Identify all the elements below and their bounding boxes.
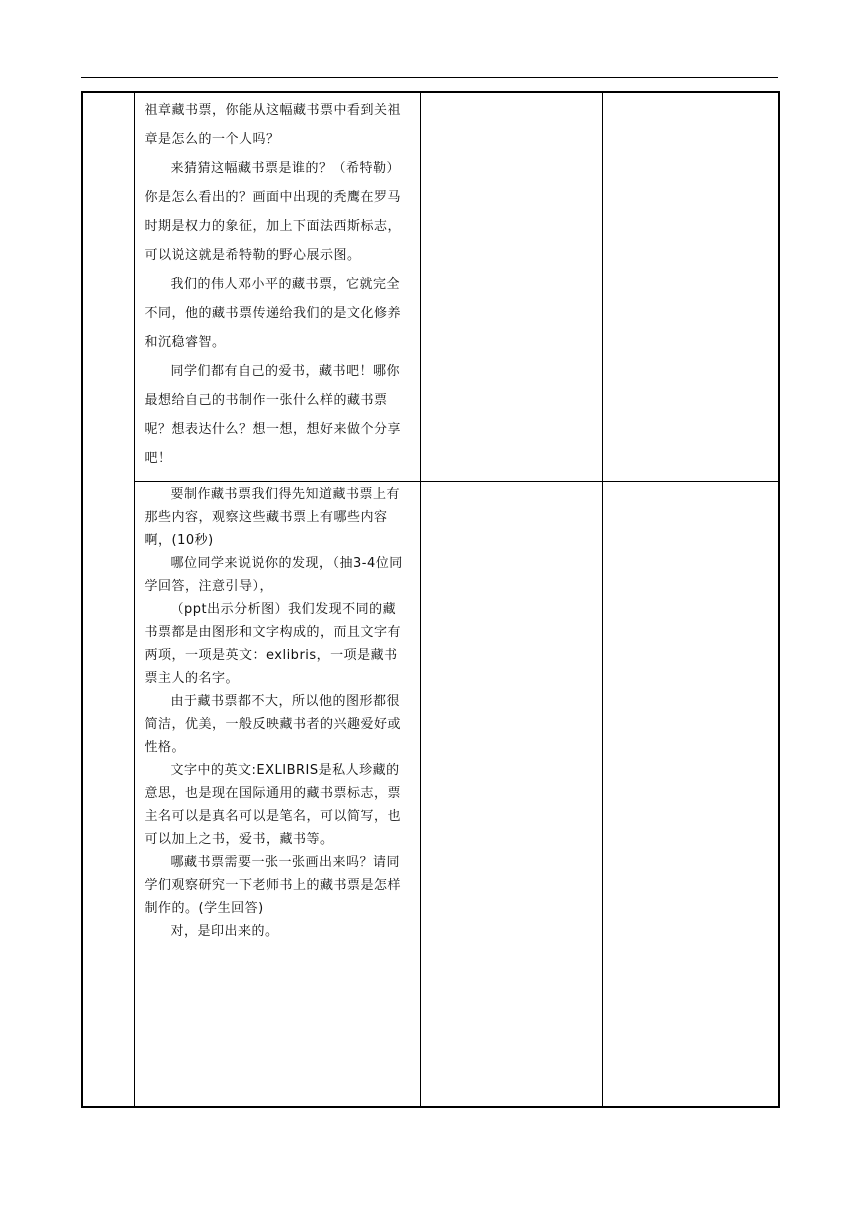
student-activity-cell [420, 481, 602, 1107]
paragraph: 祖章藏书票，你能从这幅藏书票中看到关祖章是怎么的一个人吗？ [144, 103, 402, 147]
paragraph: 对，是印出来的。 [170, 923, 279, 939]
paragraph: 由于藏书票都不大，所以他的图形都很简洁，优美，一般反映藏书者的兴趣爱好或性格。 [144, 693, 402, 755]
teacher-activity-cell [134, 481, 420, 1107]
header-rule [81, 77, 778, 78]
paragraph: 同学们都有自己的爱书，藏书吧！哪你最想给自己的书制作一张什么样的藏书票呢？想表达什么？想一想，想好来做个分享吧！ [144, 364, 402, 466]
paragraph: 要制作藏书票我们得先知道藏书票上有那些内容，观察这些藏书票上有哪些内容啊，(10秒) [144, 486, 401, 548]
table-row [82, 92, 779, 481]
table-row [82, 481, 779, 1107]
design-intent-cell [602, 481, 779, 1107]
teacher-activity-cell [134, 92, 420, 481]
paragraph: （ppt出示分析图）我们发现不同的藏书票都是由图形和文字构成的，而且文字有两项，一项是英文：exlibris，一项是藏书票主人的名字。 [144, 601, 402, 686]
lesson-plan-table [81, 91, 780, 1108]
paragraph: 来猜猜这幅藏书票是谁的？（希特勒）你是怎么看出的？画面中出现的秃鹰在罗马时期是权力的象征，加上下面法西斯标志，可以说这就是希特勒的野心展示图。 [144, 161, 402, 263]
stage-cell [82, 92, 134, 1107]
student-activity-cell [420, 92, 602, 481]
paragraph: 哪位同学来说说你的发现，（抽3-4位同学回答，注意引导）， [144, 555, 403, 594]
paragraph: 我们的伟人邓小平的藏书票，它就完全不同，他的藏书票传递给我们的是文化修养和沉稳睿智。 [144, 277, 402, 350]
design-intent-cell [602, 92, 779, 481]
paragraph: 文字中的英文:EXLIBRIS是私人珍藏的意思，也是现在国际通用的藏书票标志，票主名可以是真名可以是笔名，可以简写，也可以加上之书，爱书，藏书等。 [144, 762, 402, 847]
paragraph: 哪藏书票需要一张一张画出来吗？请同学们观察研究一下老师书上的藏书票是怎样制作的。(学生回答) [144, 854, 402, 916]
